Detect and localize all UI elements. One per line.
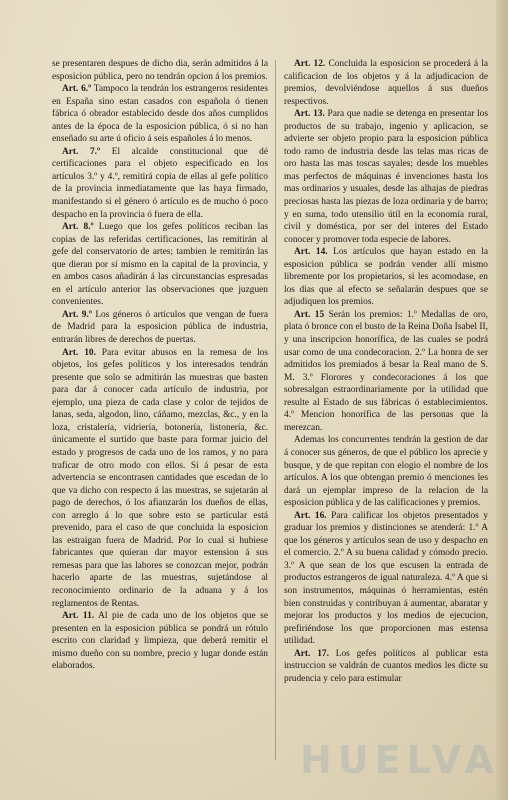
article-number: Art. 14. [294, 247, 328, 258]
article-text: Para evitar abusos en la remesa de los objetos, los gefes políticos y los interesados tendrán presente que solo se admitirán las muestras que basten para dar á conocer cada artículo de industria, por ejemplo, una pieza de cada clase y color de tejidos de lanas, seda, algodon, lino, cáñamo, mezclas, &c., y en la loza, cristalería, vidriería, botonería, listonería, &c. únicamente el surtido que baste para formar juicio del estado y progresos de cada uno de los ramos, y no para traficar de otro modo con ellos. Si á pesar de esta advertencia se encontrasen cantidades que escedan de lo que va dicho con respecto á las muestras, se sujetarán al pago de derechos, ó los afianzarán los dueños de ellas, con arreglo á lo que sobre esto se particular está prevenido, para el caso de que concluida la esposicion las estraigan fuera de Madrid. Por lo cual si hubiese fabricantes que quieran dar mayor estension á sus remesas para que las labores se conozcan mejor, podrán hacerlo aparte de las muestras, sujetándose al reconocimiento ordinario de la aduana y á los reglamentos de Rentas. [52, 347, 268, 609]
article-number: Art. 10. [62, 347, 96, 358]
article-paragraph [284, 510, 488, 648]
article-text: Luego que los gefes políticos reciban las copias de las referidas certificaciones, las remitirán al gefe del conservatorio de artes; tambien le remitirán las que dieran por sí mismo en la capital de la provincia, y en ambos casos añadirán á las circunstancias espresadas en el artículo anterior las observaciones que juzguen convenientes. [52, 222, 268, 308]
article-paragraph [52, 610, 268, 673]
article-text: Ademas los concurrentes tendrán la gestion de dar á conocer sus géneros, de que el público los aprecie y busque, y de que repitan con elogio el nombre de los artículos. A los que obtengan premio ó menciones les dará un ejemplar impreso de la relacion de la esposicion pública y de las calificaciones y premios. [284, 435, 488, 509]
page-edge-shadow [496, 0, 508, 800]
article-paragraph [284, 434, 488, 509]
article-text: Los géneros ó artículos que vengan de fuera de Madrid para la esposicion pública de industria, entrarán libres de derechos de puertas. [52, 309, 268, 346]
article-number: Art. 8.º [62, 222, 94, 233]
article-paragraph [284, 648, 488, 686]
article-paragraph [52, 146, 268, 221]
article-text: se presentaren despues de dicho dia, serán admitidos á la esposicion pública, pero no tendrán opcion á los premios. [52, 59, 268, 82]
article-number: Art. 13. [294, 109, 325, 120]
article-paragraph [52, 83, 268, 146]
article-text: Los artículos que hayan estado en la esposicion pública se podrán vender allí mismo libremente por los propietarios, si les acomodase, en los dias que al efecto se señalarán despues que se adjudiquen los premios. [284, 247, 488, 308]
article-number: Art. 6.º [62, 84, 92, 95]
article-text: Para calificar los objetos presentados y graduar los premios y distinciones se atenderá: 1.º A que los géneros y artículos sean de uso y despacho en el comercio. 2.º A su buena calidad y cómodo precio. 3.º A que sean de los que escusen la entrada de productos estrangeros de igual naturaleza. 4.º A que si son instrumentos, máquinas ó herramientas, estén bien construidas y contribuyan á aumentar, abaratar y mejorar los productos y los medios de ejecucion, prefiriéndose los que proporcionen mas estensa utilidad. [284, 510, 488, 647]
article-number: Art. 9.º [62, 309, 92, 320]
article-number: Art. 12. [294, 59, 326, 69]
article-paragraph [284, 108, 488, 246]
left-text-column [52, 58, 268, 770]
right-text-column [284, 58, 488, 770]
article-text: Los gefes políticos al publicar esta instruccion se valdrán de cuantos medios les dicte su prudencia y celo para estimular [284, 648, 488, 684]
article-text: Serán los premios: 1.º Medallas de oro, plata ó bronce con el busto de la Reina Doña Isabel II, y una inscripcion honorífica, de las cuales se podrá usar como de una condecoracion. 2.º La honra de ser admitidos los premiados á besar la Real mano de S. M. 3.º Florores y condecoraciones á los que sobresalgan estraordinariamente por la utilidad que resulte al Estado de sus fábricas ó establecimientos. 4.º Mencion honorífica de las personas que la merezcan. [284, 309, 488, 433]
article-number: Art. 7.º [62, 146, 101, 157]
article-text: El alcalde constitucional que dé certificaciones para el objeto especificado en los artículos 3.º y 4.º, remitirá copia de ellas al gefe político de la provincia inmediatamente que las haya firmado, manifestando si el género ó artículo es de mucho ó poco despacho en la provincia ó fuera de ella. [52, 146, 268, 220]
article-number: Art. 17. [294, 648, 329, 659]
archive-watermark: HUELVA [300, 738, 500, 782]
article-paragraph [284, 309, 488, 434]
article-text: Para que nadie se detenga en presentar los productos de su trabajo, ingenio y aplicacion, se advierte ser objeto propio para la esposicion pública todo ramo de industria desde las telas mas ricas de oro hasta las mas toscas sayales; desde los muebles mas perfectos de máquinas é invenciones hasta los mas ordinarios y usuales, desde las alhajas de piedras preciosas hasta las piezas de loza ordinaria y de barro; y en suma, todo utensilio útil en la economía rural, civil y doméstica, por ser del interes del Estado conocer y promover toda especie de labores. [284, 109, 488, 245]
article-text: Concluida la esposicion se procederá á la calificacion de los objetos y á la adjudicacion de premios, devolviéndose aquellos á sus dueños respectivos. [284, 59, 488, 107]
article-paragraph [284, 246, 488, 309]
article-paragraph [52, 58, 268, 83]
article-paragraph [284, 58, 488, 108]
article-number: Art. 16. [294, 510, 327, 521]
article-number: Art. 11. [62, 611, 95, 622]
article-paragraph [52, 347, 268, 610]
column-divider [275, 60, 276, 760]
article-paragraph [52, 309, 268, 347]
article-text: Al pie de cada uno de los objetos que se presenten en la esposicion pública se pondrá un rótulo escrito con claridad y limpieza, que deberá remitir el mismo dueño con su nombre, precio y lugar donde están elaborados. [52, 611, 268, 672]
article-number: Art. 15 [294, 309, 325, 320]
article-paragraph [52, 221, 268, 309]
article-text: Tampoco la tendrán los estrangeros residentes en España sino estan casados con española ó tienen fábrica ó obrador establecido desde dos años cumplidos antes de la época de la esposicion pública, ó si no han enseñado su arte ú oficio á seis españoles á lo menos. [52, 84, 268, 145]
